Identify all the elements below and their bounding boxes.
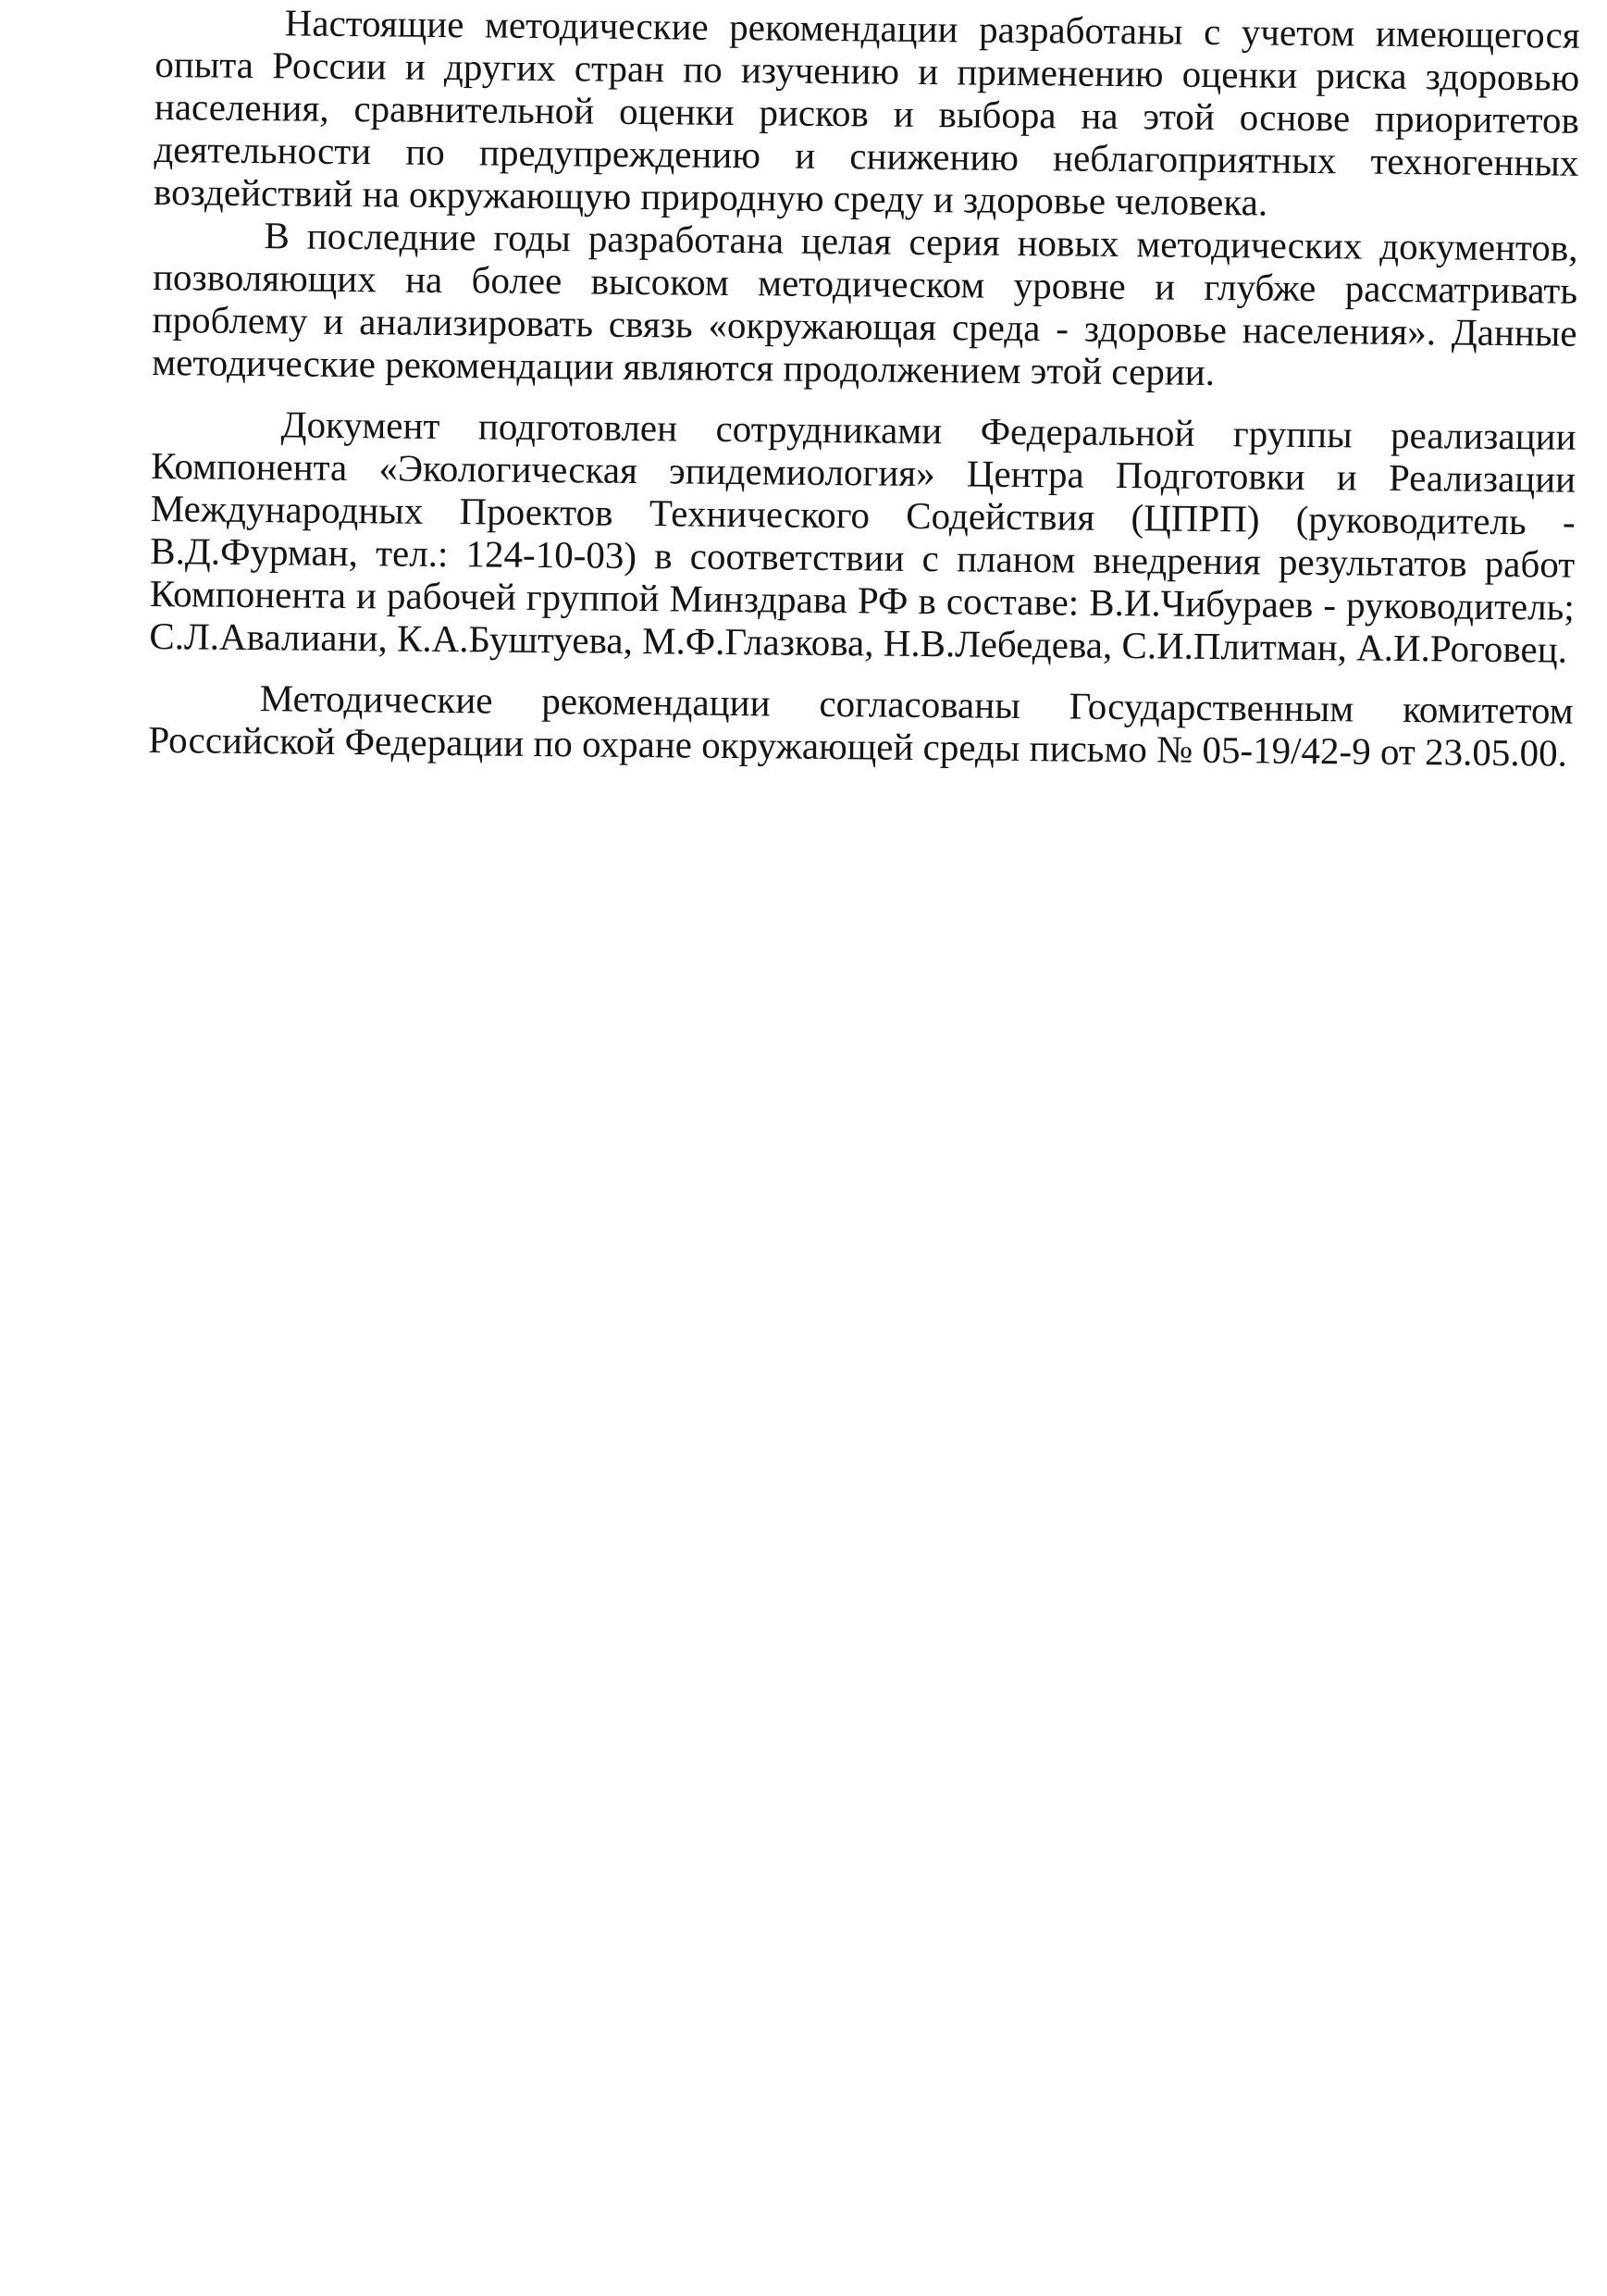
- paragraph-authors: Документ подготовлен сотрудниками Федеральной группы реализации Компонента «Экологическая эпидемиология» Центра Подготовки и Реализации Международных Проектов Технического Содействия (ЦПРП) (руководитель - В.Д.Фурман, тел.: 124-10-03) в соответствии с планом внедрения результатов работ Компонента и рабочей группой Минздрава РФ в составе: В.И.Чибураев - руководитель; С.Л.Авалиани, К.А.Буштуева, М.Ф.Глазкова, Н.В.Лебедева, С.И.Плитман, А.И.Роговец.: [149, 403, 1576, 671]
- body-text: [148, 0, 1580, 775]
- paragraph-document-series: В последние годы разработана целая серия новых методических документов, позволяющих на более высоком методическом уровне и глубже рассматривать проблему и анализировать связь «окружающая среда - здоровье населения». Данные методические рекомендации являются продолжением этой серии.: [152, 214, 1578, 394]
- paragraph-methodology-basis: Настоящие методические рекомендации разработаны с учетом имеющегося опыта России и других стран по изучению и применению оценки риска здоровью населения, сравнительной оценки рисков и выбора на этой основе приоритетов деятельности по предупреждению и снижению неблагоприятных техногенных воздействий на окружающую природную среду и здоровье человека.: [153, 1, 1580, 224]
- paragraph-approval: Методические рекомендации согласованы Государственным комитетом Российской Федерации по охране окружающей среды письмо № 05-19/42-9 от 23.05.00.: [148, 676, 1574, 775]
